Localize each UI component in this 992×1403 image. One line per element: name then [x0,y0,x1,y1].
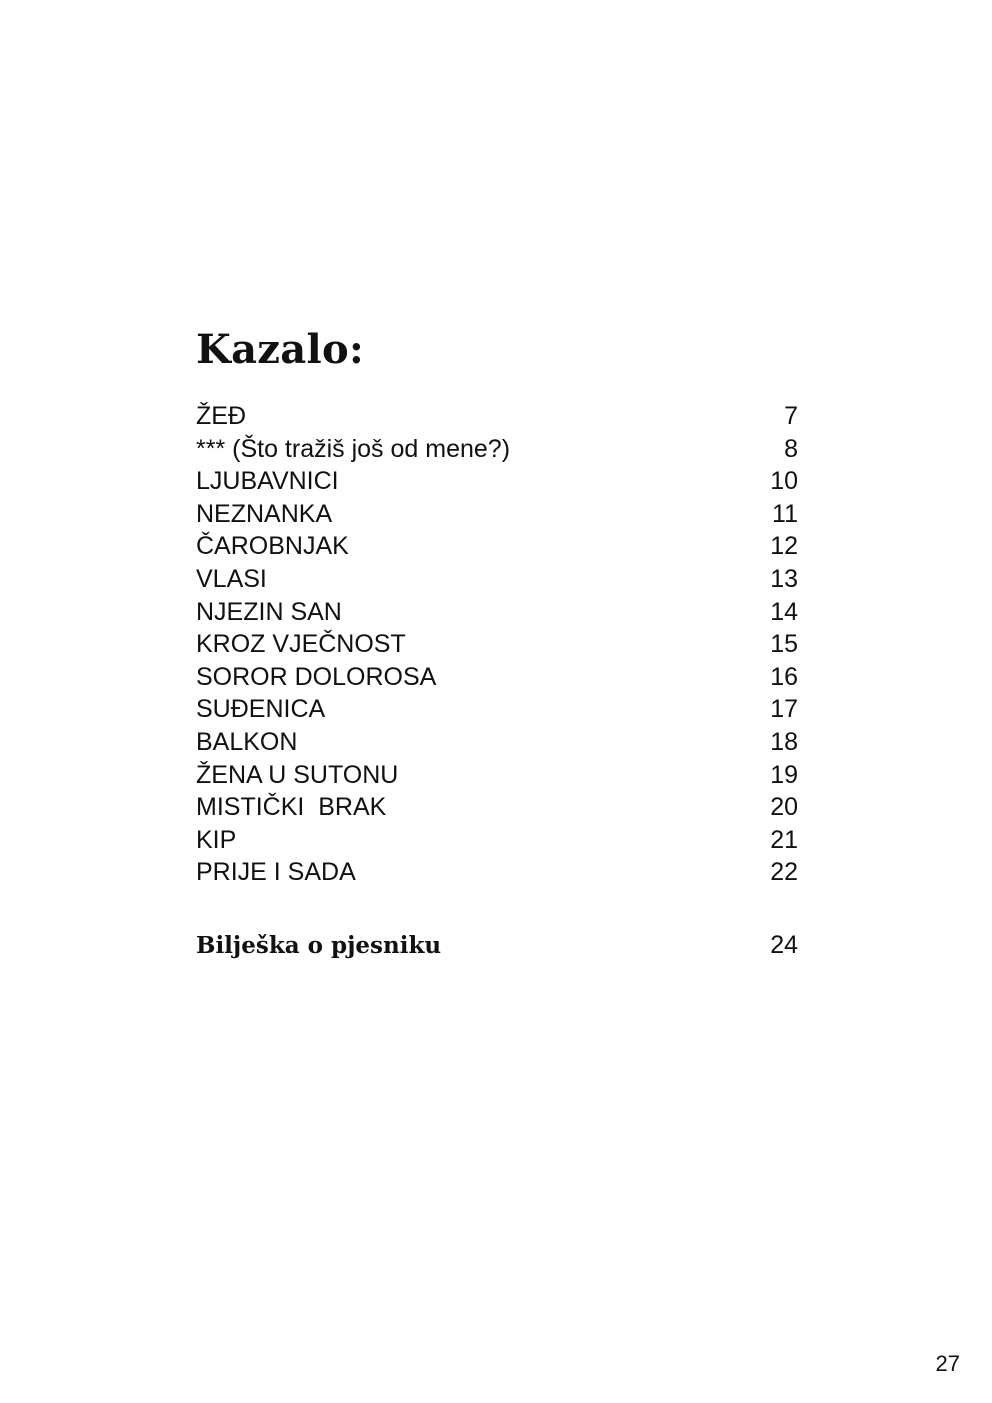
toc-entry-title: KROZ VJEČNOST [196,630,406,659]
toc-entry-page: 7 [784,402,798,430]
author-note-page: 24 [770,931,798,959]
toc-entry-page: 12 [770,532,798,561]
page-number: 27 [935,1351,960,1376]
toc-entry-title: ČAROBNJAK [196,532,349,561]
toc-entry[interactable] [196,563,798,596]
toc-entry-title: ŽENA U SUTONU [196,760,399,789]
toc-entry-page: 8 [784,434,798,463]
toc-entry[interactable] [196,693,798,726]
toc-entry-title: BALKON [196,727,298,756]
toc-entry-title: SOROR DOLOROSA [196,662,437,691]
toc-entry-title: MISTIČKI BRAK [196,793,387,822]
toc-entry-author-note[interactable] [196,928,798,962]
toc-entry-page: 19 [770,760,798,789]
toc-entry-title: *** (Što tražiš još od mene?) [196,434,511,463]
toc-entry-title: PRIJE I SADA [196,858,356,887]
toc-entry-title: KIP [196,825,237,854]
toc-entry-title: NEZNANKA [196,499,333,528]
toc-entry-page: 15 [770,630,798,659]
toc-entry-page: 17 [770,695,798,724]
table-of-contents [196,400,798,889]
author-note-title: Bilješka o pjesniku [196,932,442,959]
toc-entry[interactable] [196,433,798,466]
toc-entry[interactable] [196,824,798,857]
toc-entry-title: SUĐENICA [196,695,326,724]
toc-entry-page: 21 [770,825,798,854]
page-title: Kazalo: [196,326,365,373]
toc-entry[interactable] [196,498,798,531]
toc-entry[interactable] [196,661,798,694]
toc-entry[interactable] [196,791,798,824]
toc-entry-page: 13 [770,564,798,593]
toc-entry-page: 10 [770,467,798,496]
toc-entry[interactable] [196,726,798,759]
toc-entry[interactable] [196,628,798,661]
toc-entry-page: 16 [770,662,798,691]
toc-entry-page: 18 [770,727,798,756]
toc-entry-title: LJUBAVNICI [196,467,339,496]
toc-entry-page: 11 [772,499,798,528]
toc-entry[interactable] [196,596,798,629]
toc-entry[interactable] [196,759,798,792]
toc-entry-page: 20 [770,793,798,822]
toc-entry[interactable] [196,400,798,433]
toc-entry[interactable] [196,530,798,563]
toc-entry[interactable] [196,856,798,889]
toc-entry-title: VLASI [196,564,267,593]
toc-entry[interactable] [196,465,798,498]
toc-entry-page: 22 [770,858,798,887]
toc-entry-title: ŽEĐ [196,402,246,430]
toc-entry-title: NJEZIN SAN [196,597,342,626]
toc-entry-page: 14 [770,597,798,626]
